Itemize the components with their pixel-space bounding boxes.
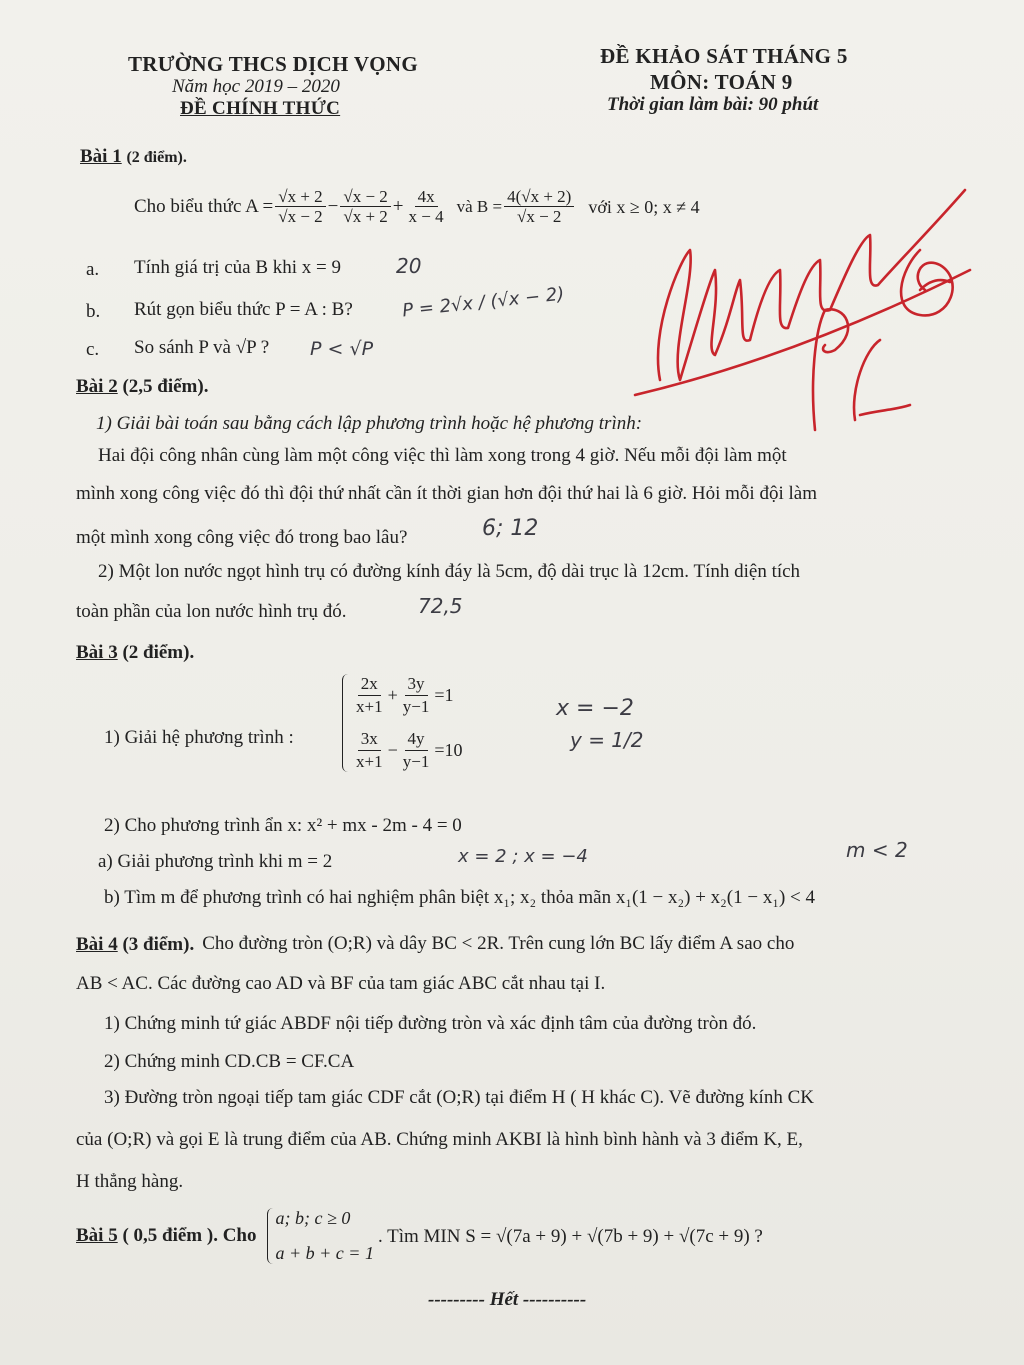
bai5-title: Bài 5 bbox=[76, 1225, 118, 1246]
a-term2-den: √x + 2 bbox=[343, 207, 388, 226]
bai5-conditions bbox=[267, 1208, 374, 1264]
bai5-points: ( 0,5 điểm ). Cho bbox=[122, 1225, 257, 1246]
bai1-qb-label: b. bbox=[86, 301, 101, 322]
condition: với x ≥ 0; x ≠ 4 bbox=[588, 196, 700, 217]
bai1-qa: Tính giá trị của B khi x = 9 bbox=[134, 257, 342, 278]
bai4-title: Bài 4 bbox=[76, 934, 118, 955]
a-term1 bbox=[275, 188, 325, 225]
bai1-heading bbox=[80, 146, 187, 168]
bai5-find: . Tìm MIN S = √(7a + 9) + √(7b + 9) + √(7c + 9) ? bbox=[377, 1225, 763, 1247]
e2-rhs: =10 bbox=[434, 740, 463, 760]
bai3-q1: 1) Giải hệ phương trình : bbox=[104, 727, 294, 748]
hw-b3-x: x = −2 bbox=[556, 696, 634, 721]
bai4-l2: AB < AC. Các đường cao AD và BF của tam giác ABC cắt nhau tại I. bbox=[76, 973, 606, 994]
a-term1-den: √x − 2 bbox=[278, 207, 323, 226]
hw-b3-2b: m < 2 bbox=[846, 838, 908, 862]
exam-title: ĐỀ KHẢO SÁT THÁNG 5 bbox=[600, 44, 848, 68]
bai5-c2: a + b + c = 1 bbox=[275, 1243, 374, 1263]
a-term2-num: √x − 2 bbox=[340, 188, 390, 207]
hw-b2-2: 72,5 bbox=[418, 594, 463, 618]
hw-b2-1: 6; 12 bbox=[482, 516, 539, 541]
hw-b3-2a: x = 2 ; x = −4 bbox=[458, 846, 588, 867]
school-year: Năm học 2019 – 2020 bbox=[172, 76, 340, 97]
bai3-heading bbox=[76, 642, 194, 664]
hw-b1b: P = 2√x / (√x − 2) bbox=[401, 283, 566, 322]
bai2-p2-line2: toàn phần của lon nước hình trụ đó. bbox=[76, 601, 347, 622]
a-term3-num: 4x bbox=[415, 188, 438, 207]
e1-f2-den: y−1 bbox=[402, 697, 430, 716]
bai2-sub1: 1) Giải bài toán sau bằng cách lập phương trình hoặc hệ phương trình: bbox=[96, 413, 643, 434]
e2-f1-den: x+1 bbox=[356, 752, 383, 771]
subject: MÔN: TOÁN 9 bbox=[650, 70, 793, 94]
bai4-points: (3 điểm). bbox=[122, 934, 195, 955]
a-term1-num: √x + 2 bbox=[275, 188, 325, 207]
end-mark: --------- Hết ---------- bbox=[428, 1289, 587, 1310]
bai4-q3-line3: H thẳng hàng. bbox=[76, 1171, 184, 1192]
b-den: √x − 2 bbox=[517, 207, 562, 226]
a-term3 bbox=[406, 188, 447, 225]
duration: Thời gian làm bài: 90 phút bbox=[607, 94, 819, 115]
equation-2: $\frac{3x}{x+1}$ − $\frac{4y}{y-1}$ =10 bbox=[351, 729, 463, 772]
bai2-title: Bài 2 bbox=[76, 376, 118, 397]
and-b: và B = bbox=[456, 197, 503, 216]
bai4-q1: 1) Chứng minh tứ giác ABDF nội tiếp đường tròn và xác định tâm của đường tròn đó. bbox=[104, 1013, 757, 1034]
bai3-title: Bài 3 bbox=[76, 642, 118, 663]
e1-f1-num: 2x bbox=[358, 674, 381, 696]
red-signature-graphic bbox=[620, 180, 990, 440]
bai1-qc-label: c. bbox=[86, 339, 100, 360]
bai2-p1-line2: mình xong công việc đó thì đội thứ nhất cần ít thời gian hơn đội thứ hai là 6 giờ. Hỏi mỗi đội làm bbox=[76, 483, 817, 504]
hw-b3-y: y = 1/2 bbox=[570, 728, 644, 752]
bai4-l1: Cho đường tròn (O;R) và dây BC < 2R. Trên cung lớn BC lấy điểm A sao cho bbox=[202, 933, 795, 954]
bai1-qb: Rút gọn biểu thức P = A : B? bbox=[134, 299, 353, 320]
bai2-p1-line1: Hai đội công nhân cùng làm một công việc thì làm xong trong 4 giờ. Nếu mỗi đội làm một bbox=[98, 445, 787, 466]
e1-f1-den: x+1 bbox=[356, 697, 383, 716]
bai1-qa-label: a. bbox=[86, 259, 100, 280]
bai4-q2: 2) Chứng minh CD.CB = CF.CA bbox=[104, 1051, 355, 1072]
bai3-points: (2 điểm). bbox=[122, 642, 195, 663]
bai3-qb: b) Tìm m để phương trình có hai nghiệm phân biệt x₁; x₂ thỏa mãn x₁(1 − x₂) + x₂(1 − x₁) < 4 bbox=[104, 887, 816, 908]
a-term3-den: x − 4 bbox=[408, 207, 444, 226]
bai2-p1-line3: một mình xong công việc đó trong bao lâu? bbox=[76, 527, 408, 548]
school-name: TRƯỜNG THCS DỊCH VỌNG bbox=[128, 52, 419, 76]
bai4-q3-line1: 3) Đường tròn ngoại tiếp tam giác CDF cắt (O;R) tại điểm H ( H khác C). Vẽ đường kính CK bbox=[104, 1087, 814, 1108]
bai2-p2-line1: 2) Một lon nước ngọt hình trụ có đường kính đáy là 5cm, độ dài trục là 12cm. Tính diện tích bbox=[98, 561, 801, 582]
official-label: ĐỀ CHÍNH THỨC bbox=[180, 98, 341, 119]
bai2-points: (2,5 điểm). bbox=[122, 376, 209, 397]
b-num: 4(√x + 2) bbox=[504, 188, 574, 207]
bai1-expression: Cho biểu thức A = $\frac{√x + 2}{√x - 2}$ − $\frac{√x - 2}{√x + 2}$ + $\frac{4x}{x - 4}$ và B = $\frac{4(√x + 2)}{√x - 2}$ với x ≥ 0; x ≠ 4 bbox=[134, 187, 700, 226]
bai1-intro: Cho biểu thức A = bbox=[134, 196, 274, 217]
bai2-heading bbox=[76, 376, 208, 398]
bai3-q2: 2) Cho phương trình ẩn x: x² + mx - 2m - 4 = 0 bbox=[104, 815, 462, 836]
e2-f2-num: 4y bbox=[405, 729, 428, 751]
equation-system bbox=[342, 674, 463, 772]
bai4-first-line bbox=[76, 934, 794, 956]
bai5-c1: a; b; c ≥ 0 bbox=[275, 1208, 351, 1228]
equation-1: $\frac{2x}{x+1}$ + $\frac{3y}{y-1}$ =1 bbox=[351, 674, 463, 717]
e2-f1-num: 3x bbox=[358, 729, 381, 751]
bai1-qc: So sánh P và √P ? bbox=[134, 337, 270, 358]
hw-b1a: 20 bbox=[396, 254, 422, 278]
b-expression bbox=[504, 188, 574, 225]
e2-f2-den: y−1 bbox=[402, 752, 430, 771]
e1-f2-num: 3y bbox=[405, 674, 428, 696]
bai3-qa: a) Giải phương trình khi m = 2 bbox=[98, 851, 333, 872]
e1-rhs: =1 bbox=[434, 685, 454, 705]
hw-b1c: P < √P bbox=[310, 338, 374, 360]
bai1-title: Bài 1 bbox=[80, 146, 122, 167]
bai1-points: (2 điểm). bbox=[126, 149, 187, 166]
bai5-line bbox=[76, 1208, 763, 1264]
bai4-q3-line2: của (O;R) và gọi E là trung điểm của AB. Chứng minh AKBI là hình bình hành và 3 điểm K, E, bbox=[76, 1129, 803, 1150]
a-term2 bbox=[340, 188, 390, 225]
